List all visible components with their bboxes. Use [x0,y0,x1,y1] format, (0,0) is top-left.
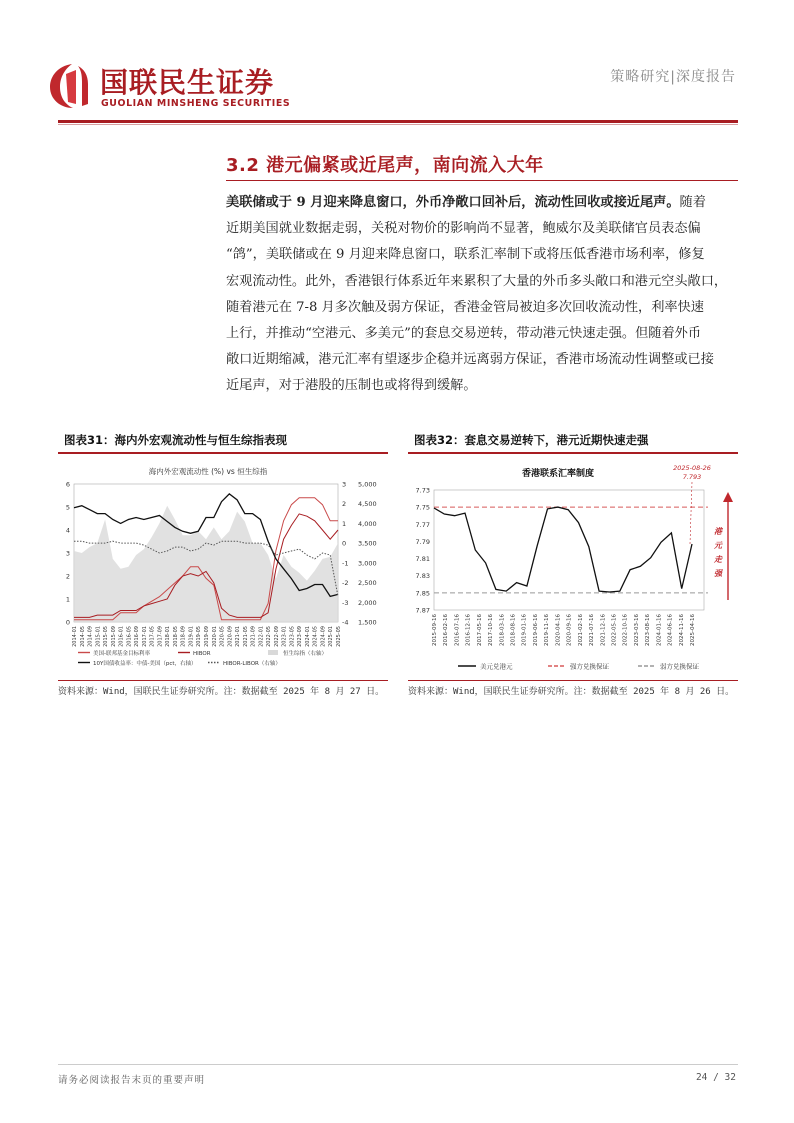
x-tick-label: 2021-05 [242,626,249,647]
y-tick-label: 7.81 [415,555,430,564]
header-divider-thin [58,124,738,125]
chart-title: 海内外宏观流动性 (%) vs 恒生综指 [148,467,268,476]
annotation-value: 7.793 [682,473,702,481]
right1-tick-label: -2 [342,579,349,588]
right1-tick-label: -1 [342,559,349,568]
x-tick-label: 2022-09 [273,626,280,647]
x-tick-label: 2021-12-16 [600,614,607,646]
x-tick-label: 2018-05 [172,626,179,647]
trend-arrow-head [723,492,733,502]
x-tick-label: 2016-01 [118,626,125,647]
y-tick-label: 7.75 [415,503,430,512]
x-tick-label: 2023-09 [297,626,304,647]
logo-emblem [50,64,88,108]
x-tick-label: 2024-01 [304,626,311,647]
x-tick-label: 2015-05 [103,626,110,647]
right1-tick-label: 0 [342,539,347,548]
logo-en-text: GUOLIAN MINSHENG SECURITIES [101,98,291,109]
x-tick-label: 2017-10-16 [488,614,495,646]
paragraph-line [226,190,738,216]
right2-tick-label: 4,500 [358,500,377,509]
x-tick-label: 2024-06-16 [667,614,674,646]
left-tick-label: 2 [65,572,70,581]
x-tick-label: 2023-01 [281,626,288,647]
x-tick-label: 2014-01 [72,626,78,647]
x-tick-label: 2021-02-16 [577,614,584,646]
figure31-chart [58,458,388,678]
figure31-bottom-rule [58,680,388,681]
header-divider [58,120,738,123]
legend-label: HIBOR-LIBOR（右轴） [223,661,281,667]
arrow-label-char: 元 [714,541,722,550]
body-paragraph [226,190,738,400]
figure31-top-rule [58,452,388,454]
figure31-source: 资料来源：Wind，国联民生证券研究所。注：数据截至 2025 年 8 月 27 日。 [58,687,385,697]
paragraph-text: 随着 [679,195,706,210]
left-tick-label: 5 [65,503,70,512]
x-tick-label: 2016-12-16 [465,614,472,646]
x-tick-label: 2021-07-16 [589,614,596,646]
legend-label: 弱方兑换保证 [660,662,699,671]
right2-tick-label: 1,500 [358,618,377,627]
report-category: 策略研究|深度报告 [610,69,736,85]
x-tick-label: 2015-09-16 [432,614,438,646]
x-tick-label: 2014-05 [79,626,86,647]
paragraph-line: “鸽”，美联储或在 9 月迎来降息窗口，联系汇率制下或将压低香港市场利率，修复 [226,247,705,263]
x-tick-label: 2015-09 [110,626,117,647]
x-tick-label: 2022-10-16 [622,614,629,646]
x-tick-label: 2018-03-16 [499,614,506,646]
y-tick-label: 7.79 [415,537,430,546]
x-tick-label: 2018-01 [165,626,172,647]
right1-tick-label: 2 [342,500,347,509]
x-tick-label: 2017-05-16 [476,614,483,646]
right2-tick-label: 2,000 [358,598,377,607]
paragraph-line: 近尾声，对于港股的压制也或将得到缓解。 [226,378,477,394]
x-tick-label: 2021-01 [235,626,242,647]
paragraph-line: 随着港元在 7-8 月多次触及弱方保证，香港金管局被迫多次回收流动性，利率快速 [226,299,704,315]
x-tick-label: 2015-01 [95,626,102,647]
paragraph-line: 宏观流动性。此外，香港银行体系近年来累积了大量的外币多头敞口和港元空头敞口， [226,273,728,289]
x-tick-label: 2024-09 [320,626,327,647]
x-tick-label: 2019-11-16 [544,614,551,646]
x-tick-label: 2020-04-16 [555,614,562,646]
right2-tick-label: 2,500 [358,579,377,588]
y-tick-label: 7.85 [415,589,430,598]
x-tick-label: 2017-01 [141,626,148,647]
x-tick-label: 2020-09-16 [566,614,573,646]
left-tick-label: 3 [65,549,70,558]
lead-sentence: 美联储或于 9 月迎来降息窗口，外币净敞口回补后，流动性回收或接近尾声。 [226,195,680,210]
x-tick-label: 2016-09 [134,626,141,647]
series-area-index [74,506,338,622]
x-tick-label: 2025-04-16 [690,614,696,646]
x-tick-label: 2019-05 [196,626,203,647]
x-tick-label: 2024-05 [312,626,319,647]
paragraph-line: 敞口近期缩减，港元汇率有望逐步企稳并远离弱方保证，香港市场流动性调整或已接 [226,352,714,368]
right2-tick-label: 3,500 [358,539,377,548]
x-tick-label: 2023-05 [289,626,296,647]
right1-tick-label: 1 [342,519,347,528]
annotation-leader [690,482,692,544]
x-tick-label: 2016-02-16 [443,614,450,646]
left-tick-label: 4 [65,526,70,535]
company-logo [48,60,328,110]
x-tick-label: 2019-09 [204,626,210,647]
right2-tick-label: 3,000 [358,559,377,568]
x-tick-label: 2022-01 [258,626,265,647]
x-tick-label: 2023-08-16 [645,614,652,646]
x-tick-label: 2019-01 [188,626,195,647]
legend-label: 恒生综指（右轴） [283,651,328,657]
x-tick-label: 2024-11-16 [678,614,685,646]
right2-tick-label: 4,000 [358,519,377,528]
y-tick-label: 7.73 [415,486,430,495]
chart-title: 香港联系汇率制度 [521,469,595,479]
section-title: 3.2 港元偏紧或近尾声，南向流入大年 [226,155,544,176]
right2-tick-label: 5,000 [358,480,377,489]
right1-tick-label: -3 [342,598,349,607]
section-divider [226,180,738,181]
figure32-source: 资料来源：Wind，国联民生证券研究所。注：数据截至 2025 年 8 月 26 日。 [408,687,735,697]
footer-divider [58,1064,738,1065]
x-tick-label: 2019-01-16 [521,614,528,646]
figure32-chart [408,458,738,678]
x-tick-label: 2025-05 [336,626,342,647]
paragraph-line: 上行，并推动“空港元、多美元”的套息交易逆转，带动港元快速走强。但随着外币 [226,326,702,342]
x-tick-label: 2020-05 [219,626,226,647]
y-tick-label: 7.87 [415,606,430,615]
left-tick-label: 1 [65,595,70,604]
right1-tick-label: -4 [342,618,349,627]
arrow-label-char: 走 [714,555,722,564]
footer-disclaimer: 请务必阅读报告末页的重要声明 [58,1075,206,1086]
figure31-title: 图表31：海内外宏观流动性与恒生综指表现 [64,433,288,447]
x-tick-label: 2020-09 [227,626,234,647]
annotation-date: 2025-08-26 [673,464,711,472]
x-tick-label: 2025-01 [328,626,335,647]
legend-label: 美国-联邦基金目标利率 [93,651,150,657]
paragraph-line: 近期美国就业数据走弱，关税对物价的影响尚不显著，鲍威尔及美联储官员表态偏 [226,221,701,237]
left-tick-label: 6 [65,480,70,489]
plot-frame [434,490,704,610]
logo-cn-text: 国联民生证券 [100,66,275,99]
figure32-bottom-rule [408,680,738,681]
x-tick-label: 2021-09 [250,626,257,647]
right1-tick-label: 3 [342,480,347,489]
x-tick-label: 2017-05 [149,626,156,647]
legend-swatch [268,650,278,655]
x-tick-label: 2018-09 [180,626,187,647]
arrow-label-char: 强 [714,569,722,578]
legend-label: 10Y国债收益率：中债-美国（pct，右轴） [93,661,197,667]
y-tick-label: 7.83 [415,572,430,581]
x-tick-label: 2023-03-16 [633,614,640,646]
figure32-top-rule [408,452,738,454]
x-tick-label: 2014-09 [87,626,94,647]
series-line-usdhkd [434,507,692,592]
left-tick-label: 0 [65,618,70,627]
x-tick-label: 2024-01-16 [656,614,663,646]
legend-label: 强方兑换保证 [570,662,609,671]
x-tick-label: 2016-07-16 [454,614,461,646]
legend-label: 美元兑港元 [480,662,513,671]
legend-label: HIBOR [193,651,211,657]
y-tick-label: 7.77 [415,520,430,529]
arrow-label-char: 港 [714,527,722,536]
x-tick-label: 2019-06-16 [532,614,539,646]
x-tick-label: 2022-05 [266,626,273,647]
x-tick-label: 2020-01 [211,626,218,647]
x-tick-label: 2016-05 [126,626,133,647]
figure32-title: 图表32：套息交易逆转下，港元近期快速走强 [414,433,649,447]
x-tick-label: 2018-08-16 [510,614,517,646]
page-number: 24 / 32 [695,1072,736,1083]
x-tick-label: 2022-05-16 [611,614,618,646]
x-tick-label: 2017-09 [157,626,164,647]
